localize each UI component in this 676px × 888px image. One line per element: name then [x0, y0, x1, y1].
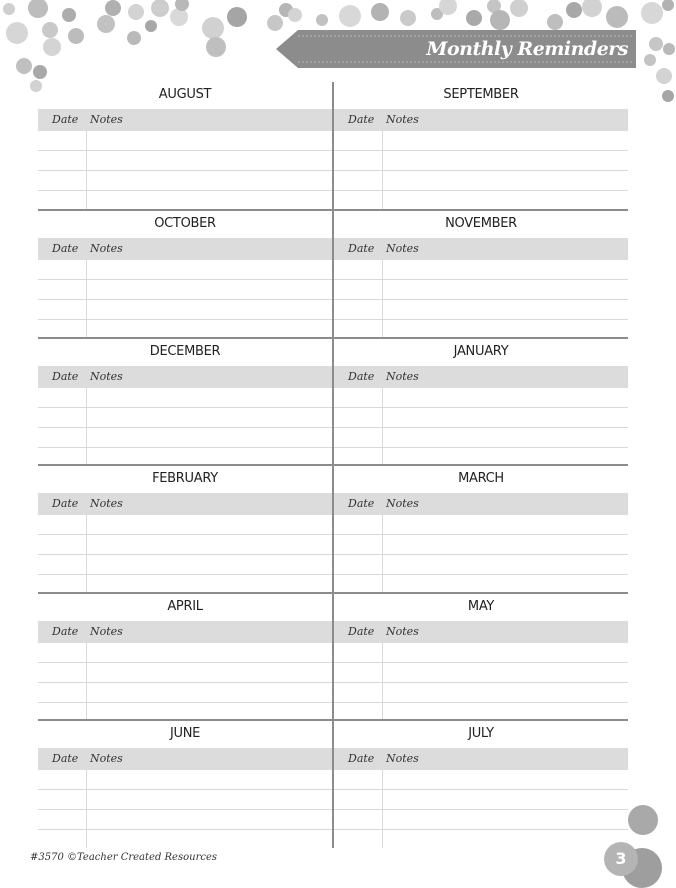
month-block	[38, 337, 332, 464]
ruled-line	[334, 427, 628, 428]
month-block	[334, 464, 628, 591]
month-block	[334, 209, 628, 336]
month-block	[334, 719, 628, 846]
ruled-line	[38, 427, 332, 428]
notes-column-label: Notes	[90, 497, 123, 510]
notes-column-label: Notes	[386, 242, 419, 255]
date-column-label: Date	[348, 242, 375, 255]
notes-column-label: Notes	[386, 370, 419, 383]
month-title: MARCH	[458, 471, 504, 486]
column-header-bar	[334, 621, 628, 643]
date-column-label: Date	[52, 625, 79, 638]
ruled-line	[334, 829, 628, 830]
column-header-bar	[334, 493, 628, 515]
ruled-line	[334, 279, 628, 280]
month-title: NOVEMBER	[445, 216, 517, 231]
writing-rows	[38, 131, 332, 209]
ruled-line	[38, 682, 332, 683]
ruled-line	[334, 574, 628, 575]
column-header-bar	[38, 621, 332, 643]
column-header-bar	[38, 493, 332, 515]
month-block	[334, 592, 628, 719]
writing-rows	[38, 515, 332, 593]
month-title: OCTOBER	[154, 216, 216, 231]
notes-column-label: Notes	[90, 625, 123, 638]
date-column-label: Date	[52, 752, 79, 765]
month-block	[38, 719, 332, 846]
ruled-line	[334, 447, 628, 448]
ruled-line	[334, 150, 628, 151]
ruled-line	[38, 829, 332, 830]
date-column-label: Date	[52, 497, 79, 510]
month-block	[334, 337, 628, 464]
ruled-line	[38, 279, 332, 280]
ruled-line	[38, 170, 332, 171]
month-block	[38, 592, 332, 719]
date-column-label: Date	[348, 497, 375, 510]
ruled-line	[334, 190, 628, 191]
column-header-bar	[334, 748, 628, 770]
column-header-bar	[334, 238, 628, 260]
month-block	[38, 209, 332, 336]
month-title: FEBRUARY	[152, 471, 218, 486]
month-block	[38, 464, 332, 591]
month-title: DECEMBER	[149, 344, 221, 359]
ruled-line	[334, 702, 628, 703]
notes-column-label: Notes	[90, 370, 123, 383]
ruled-line	[38, 534, 332, 535]
ruled-line	[38, 319, 332, 320]
notes-column-label: Notes	[90, 242, 123, 255]
ruled-line	[334, 789, 628, 790]
notes-column-label: Notes	[386, 752, 419, 765]
ruled-line	[334, 534, 628, 535]
writing-rows	[38, 260, 332, 338]
notes-column-label: Notes	[90, 113, 123, 126]
month-title: AUGUST	[158, 87, 212, 102]
writing-rows	[334, 515, 628, 593]
date-column-label: Date	[348, 752, 375, 765]
ruled-line	[334, 299, 628, 300]
ruled-line	[334, 554, 628, 555]
ruled-line	[38, 447, 332, 448]
date-column-label: Date	[52, 242, 79, 255]
ruled-line	[334, 319, 628, 320]
ruled-line	[38, 299, 332, 300]
date-column-label: Date	[52, 113, 79, 126]
column-header-bar	[334, 366, 628, 388]
writing-rows	[334, 388, 628, 466]
page-number: 3	[604, 842, 638, 876]
month-block	[334, 82, 628, 209]
date-column-label: Date	[348, 370, 375, 383]
date-column-label: Date	[52, 370, 79, 383]
month-block	[38, 82, 332, 209]
ruled-line	[38, 150, 332, 151]
writing-rows	[38, 388, 332, 466]
ruled-line	[334, 170, 628, 171]
ruled-line	[38, 702, 332, 703]
month-title: APRIL	[167, 599, 203, 614]
ruled-line	[38, 554, 332, 555]
footer-credit: #3570 ©Teacher Created Resources	[30, 852, 217, 863]
column-header-bar	[38, 366, 332, 388]
writing-rows	[334, 770, 628, 848]
ruled-line	[334, 407, 628, 408]
month-title: JULY	[468, 726, 494, 741]
ruled-line	[38, 809, 332, 810]
ruled-line	[38, 407, 332, 408]
notes-column-label: Notes	[90, 752, 123, 765]
column-header-bar	[38, 238, 332, 260]
month-title: MAY	[467, 599, 495, 614]
notes-column-label: Notes	[386, 113, 419, 126]
page-title: Monthly Reminders	[426, 38, 628, 60]
month-title: SEPTEMBER	[443, 87, 519, 102]
writing-rows	[334, 260, 628, 338]
ruled-line	[334, 809, 628, 810]
month-title: JUNE	[169, 726, 201, 741]
ruled-line	[38, 789, 332, 790]
column-header-bar	[38, 109, 332, 131]
writing-rows	[334, 643, 628, 721]
notes-column-label: Notes	[386, 625, 419, 638]
ruled-line	[38, 574, 332, 575]
ruled-line	[38, 190, 332, 191]
decorative-dot	[628, 805, 658, 835]
date-column-label: Date	[348, 113, 375, 126]
date-column-label: Date	[348, 625, 375, 638]
ruled-line	[334, 682, 628, 683]
ruled-line	[38, 662, 332, 663]
month-title: JANUARY	[453, 344, 509, 359]
ruled-line	[334, 662, 628, 663]
writing-rows	[38, 770, 332, 848]
writing-rows	[334, 131, 628, 209]
notes-column-label: Notes	[386, 497, 419, 510]
column-header-bar	[38, 748, 332, 770]
month-grid	[38, 82, 628, 848]
column-header-bar	[334, 109, 628, 131]
writing-rows	[38, 643, 332, 721]
